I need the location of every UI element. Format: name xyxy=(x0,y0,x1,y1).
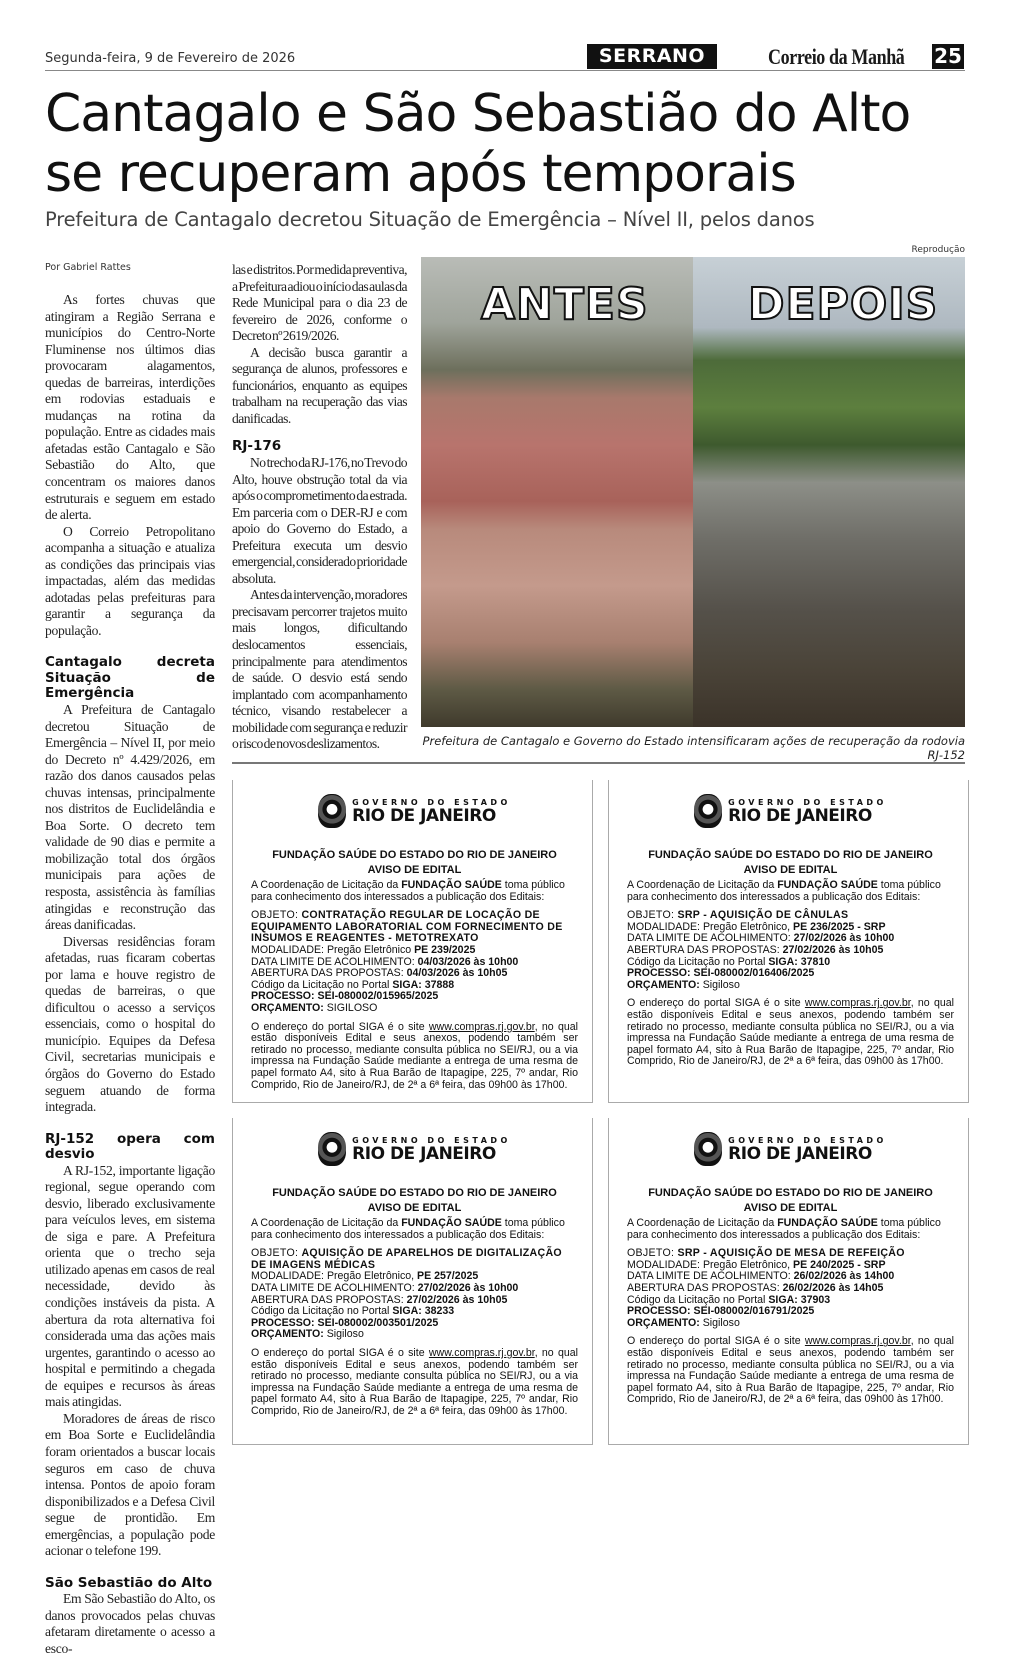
notice-text: GOVERNO DO ESTADO xyxy=(728,797,887,807)
section-divider xyxy=(232,762,965,764)
notice-text: 04/03/2026 às 10h00 xyxy=(417,955,519,968)
notice-text: MODALIDADE: xyxy=(627,920,703,933)
notice-text: Pregão Eletrônico, xyxy=(326,1270,418,1283)
notice-text: Código da Licitação no Portal xyxy=(251,1305,393,1318)
notice-text: GOVERNO DO ESTADO xyxy=(352,797,511,807)
notice-text: ABERTURA DAS PROPOSTAS: xyxy=(251,967,407,980)
notice-text: PE 236/2025 - SRP xyxy=(793,920,886,933)
notice-text: SIGA: xyxy=(768,1293,801,1306)
notice-intro xyxy=(627,1218,954,1241)
paragraph: Em São Sebastião do Alto, os danos provocados pelas chuvas afetaram diretamente o acesso a esco- xyxy=(45,1591,215,1656)
notice-text: GOVERNO DO ESTADO xyxy=(352,1135,511,1145)
notice-text: O endereço do portal SIGA é o site xyxy=(627,997,805,1010)
notice-text: , no qual estão disponíveis Edital e seus anexos, podendo também ser retirado no processo, mediante consulta pública no SEI/RJ, ou a via impressa na Fundação Saúde mediante a entrega de uma resma de papel formato A4, sito à Rua Barão de Itapagipe, 225, 7º andar, Rio Comprido, Rio de Janeiro/RJ, de 2ª a 6ª feira, das 09h00 às 17h00. xyxy=(627,997,954,1068)
notice-text: SRP - AQUISIÇÃO DE MESA DE REFEIÇÃO xyxy=(677,1247,905,1260)
photo-caption: Prefeitura de Cantagalo e Governo do Estado intensificaram ações de recuperação da rodovia RJ-152 xyxy=(422,734,965,762)
notice-text: PE 239/2025 xyxy=(414,943,476,956)
notice-address xyxy=(251,1022,578,1092)
public-notice xyxy=(608,1118,969,1445)
rj-government-logo xyxy=(627,794,954,828)
public-notice xyxy=(608,780,969,1103)
notice-fields xyxy=(627,910,954,991)
notice-text: SEI-080002/016406/2025 xyxy=(693,967,815,980)
paragraph: A Prefeitura de Cantagalo decretou Situação de Emergência – Nível II, por meio do Decreto nº 4.429/2026, em razão dos danos causados pelas chuvas intensas, principalmente nos distritos de Euclidelândia e Boa Sorte. O decreto tem validade de 90 dias e permite a mobilização total dos órgãos municipais para ações de resposta, assistência às famílias atingidas e reconstrução das áreas danificadas. xyxy=(45,701,215,933)
before-label: ANTES xyxy=(481,279,649,330)
headline-line-1: Cantagalo e São Sebastião do Alto xyxy=(45,84,911,144)
notice-kind: AVISO DE EDITAL xyxy=(743,864,838,876)
newspaper-logo: Correio da Manhã xyxy=(768,44,905,69)
notice-text: A Coordenação de Licitação da xyxy=(627,879,778,891)
notice-fields xyxy=(627,1248,954,1329)
paragraph: O Correio Petropolitano acompanha a situação e atualiza as condições das principais vias impactadas, além das medidas adotadas pelas prefeituras para garantir a segurança da população. xyxy=(45,523,215,638)
paragraph: A RJ-152, importante ligação regional, segue operando com desvio, liberado exclusivamente para veículos leves, em sistema de siga e pare. A Prefeitura orienta que o trecho seja utilizado apenas em casos de real necessidade, devido às condições instáveis da pista. A abertura da rota alternativa foi considerada uma das ações mais urgentes, garantindo o acesso ao hospital e permitindo a chegada de equipes e recursos às áreas mais atingidas. xyxy=(45,1162,215,1410)
notice-text: , no qual estão disponíveis Edital e seus anexos, podendo também ser retirado no processo, mediante consulta pública no SEI/RJ, ou a via impressa na Fundação Saúde mediante a entrega de uma resma de papel formato A4, sito à Rua Barão de Itapagipe, 225, 7º andar, Rio Comprido, Rio de Janeiro/RJ, de 2ª a 6ª feira, das 09h00 às 17h00. xyxy=(251,1346,578,1417)
notice-text: Sigiloso xyxy=(702,1316,740,1329)
notice-text: SEI-080002/003501/2025 xyxy=(317,1316,439,1329)
notice-text: Código da Licitação no Portal xyxy=(627,1293,769,1306)
article-column-1 xyxy=(45,292,215,1657)
notice-text: DATA LIMITE DE ACOLHIMENTO: xyxy=(627,1270,794,1283)
notice-text: SIGA: xyxy=(768,955,801,968)
subheadline: Prefeitura de Cantagalo decretou Situação de Emergência – Nível II, pelos danos xyxy=(45,208,815,231)
notice-text: 37810 xyxy=(800,955,831,968)
paragraph: las e distritos. Por medida preventiva, a Prefeitura adiou o início das aulas da Rede Municipal para o dia 23 de fevereiro de 2026, conforme o Decreto nº 2619/2026. xyxy=(232,262,407,344)
notice-text: MODALIDADE: xyxy=(627,1258,703,1271)
photo-before xyxy=(421,257,693,727)
notice-org: FUNDAÇÃO SAÚDE DO ESTADO DO RIO DE JANEIRO xyxy=(648,849,933,861)
notice-kind: AVISO DE EDITAL xyxy=(367,1202,462,1214)
paragraph: Antes da intervenção, moradores precisavam percorrer trajetos muito mais longos, dificultando deslocamentos essenciais, principalmente para atendimentos de saúde. O desvio está sendo implantado com acompanhamento técnico, visando restabelecer a mobilidade com segurança e reduzir o risco de novos deslizamentos. xyxy=(232,587,407,752)
rj-government-logo xyxy=(251,1132,578,1166)
portal-link[interactable]: www.compras.rj.gov.br xyxy=(428,1346,535,1359)
notice-fields xyxy=(251,1248,578,1341)
notice-text: MODALIDADE: xyxy=(251,1270,327,1283)
paragraph: No trecho da RJ-176, no Trevo do Alto, houve obstrução total da via após o comprometimento da estrada. Em parceria com o DER-RJ e com apoio do Governo do Estado, a Prefeitura executa um desvio emergencial, considerado prioridade absoluta. xyxy=(232,454,407,586)
notice-text: RIO DE JANEIRO xyxy=(352,1143,496,1164)
notice-text: 26/02/2026 às 14h00 xyxy=(793,1270,895,1283)
notice-text: RIO DE JANEIRO xyxy=(352,805,496,826)
issue-date: Segunda-feira, 9 de Fevereiro de 2026 xyxy=(45,51,296,66)
notice-text: toma público para conhecimento dos interessados a publicação dos Editais: xyxy=(627,879,941,903)
portal-link[interactable]: www.compras.rj.gov.br xyxy=(804,997,911,1010)
notice-text: PE 240/2025 - SRP xyxy=(793,1258,886,1271)
notice-text: DATA LIMITE DE ACOLHIMENTO: xyxy=(627,932,794,945)
notice-kind: AVISO DE EDITAL xyxy=(367,864,462,876)
notice-text: DATA LIMITE DE ACOLHIMENTO: xyxy=(251,1281,418,1294)
notice-address xyxy=(627,998,954,1068)
notice-text: ABERTURA DAS PROPOSTAS: xyxy=(627,943,783,956)
notice-text: DATA LIMITE DE ACOLHIMENTO: xyxy=(251,955,418,968)
notice-text: OBJETO: xyxy=(251,909,302,922)
before-after-photo xyxy=(421,257,965,727)
subheading: RJ-152 opera com desvio xyxy=(45,1130,215,1163)
notice-text: PROCESSO: xyxy=(251,990,318,1003)
notice-text: 04/03/2026 às 10h05 xyxy=(406,967,508,980)
notice-text: O endereço do portal SIGA é o site xyxy=(627,1335,805,1348)
notice-text: 27/02/2026 às 10h05 xyxy=(782,943,884,956)
rj-coat-of-arms-icon xyxy=(694,794,722,828)
notice-address xyxy=(627,1336,954,1406)
notice-text: GOVERNO DO ESTADO xyxy=(728,1135,887,1145)
notice-address xyxy=(251,1348,578,1418)
notice-text: OBJETO: xyxy=(627,909,678,922)
notice-text: SEI-080002/015965/2025 xyxy=(317,990,439,1003)
photo-after xyxy=(693,257,965,727)
portal-link[interactable]: www.compras.rj.gov.br xyxy=(804,1335,911,1348)
header-divider xyxy=(45,70,965,71)
notice-text: CONTRATAÇÃO REGULAR DE LOCAÇÃO DE EQUIPAMENTO LABORATORIAL COM FORNECIMENTO DE INSUMOS E REAGENTES - METOTREXATO xyxy=(251,909,563,945)
notice-text: Pregão Eletrônico, xyxy=(702,1258,794,1271)
notice-text: Sigiloso xyxy=(702,978,740,991)
public-notice xyxy=(232,780,593,1103)
notice-text: 26/02/2026 às 14h05 xyxy=(782,1281,884,1294)
notice-text: RIO DE JANEIRO xyxy=(728,1143,872,1164)
subheading: São Sebastião do Alto xyxy=(45,1574,213,1591)
paragraph: Moradores de áreas de risco em Boa Sorte e Euclidelândia foram orientados a buscar locais seguros em caso de chuva intensa. Pontos de apoio foram disponibilizados e a Defesa Civil segue de prontidão. Em emergências, a população pode acionar o telefone 199. xyxy=(45,1410,215,1559)
notice-text: Código da Licitação no Portal xyxy=(251,978,393,991)
notice-text: PROCESSO: xyxy=(251,1316,318,1329)
notice-text: FUNDAÇÃO SAÚDE xyxy=(401,1217,502,1229)
notice-text: SIGA: xyxy=(392,978,425,991)
rj-coat-of-arms-icon xyxy=(694,1132,722,1166)
notice-text: ORÇAMENTO: xyxy=(627,978,703,991)
rj-government-logo xyxy=(627,1132,954,1166)
notice-text: OBJETO: xyxy=(251,1247,302,1260)
notice-text: FUNDAÇÃO SAÚDE xyxy=(777,879,878,891)
photo-credit: Reprodução xyxy=(911,245,965,255)
notice-text: ORÇAMENTO: xyxy=(251,1328,327,1341)
notice-text: 27/02/2026 às 10h00 xyxy=(417,1281,519,1294)
notice-text: 37903 xyxy=(800,1293,831,1306)
notice-text: FUNDAÇÃO SAÚDE xyxy=(777,1217,878,1229)
notice-text: Pregão Eletrônico, xyxy=(702,920,794,933)
article-column-2 xyxy=(232,262,407,753)
rj-government-logo xyxy=(251,794,578,828)
notice-text: A Coordenação de Licitação da xyxy=(251,1217,402,1229)
notice-text: PE 257/2025 xyxy=(417,1270,479,1283)
notice-text: A Coordenação de Licitação da xyxy=(251,879,402,891)
notice-text: toma público para conhecimento dos interessados a publicação dos Editais: xyxy=(627,1217,941,1241)
subheading: Cantagalo decreta Situação de Emergência xyxy=(45,654,215,702)
notice-text: PROCESSO: xyxy=(627,967,694,980)
notice-text: O endereço do portal SIGA é o site xyxy=(251,1346,429,1359)
notice-text: ABERTURA DAS PROPOSTAS: xyxy=(251,1293,407,1306)
rj-coat-of-arms-icon xyxy=(318,794,346,828)
headline xyxy=(45,84,975,204)
paragraph: Diversas residências foram afetadas, ruas ficaram cobertas por lama e houve registro de quedas de barreiras, o que dificultou o acesso a serviços essenciais, como o hospital do município. Equipes da Defesa Civil, secretarias municipais e órgãos do Governo do Estado seguem atuando de forma integrada. xyxy=(45,933,215,1115)
after-label: DEPOIS xyxy=(748,279,939,330)
notice-fields xyxy=(251,910,578,1014)
notice-text: 37888 xyxy=(424,978,455,991)
paragraph: As fortes chuvas que atingiram a Região Serrana e municípios do Centro-Norte Fluminense nos últimos dias provocaram alagamentos, quedas de barreiras, interdições em rodovias estaduais e mudanças na rotina da população. Entre as cidades mais afetadas estão Cantagalo e São Sebastião do Alto, que concentram os maiores danos estruturais e seguem em estado de alerta. xyxy=(45,292,215,523)
notice-text: Sigiloso xyxy=(326,1328,364,1341)
notice-text: ABERTURA DAS PROPOSTAS: xyxy=(627,1281,783,1294)
public-notice xyxy=(232,1118,593,1445)
notice-org: FUNDAÇÃO SAÚDE DO ESTADO DO RIO DE JANEIRO xyxy=(272,849,557,861)
notice-text: SIGA: xyxy=(392,1305,425,1318)
notice-text: Pregão Eletrônico xyxy=(326,943,415,956)
notice-text: 27/02/2026 às 10h05 xyxy=(406,1293,508,1306)
notice-text: SRP - AQUISIÇÃO DE CÂNULAS xyxy=(677,909,849,922)
notice-text: toma público para conhecimento dos interessados a publicação dos Editais: xyxy=(251,879,565,903)
byline: Por Gabriel Rattes xyxy=(45,262,131,273)
notice-intro xyxy=(627,880,954,903)
notice-text: , no qual estão disponíveis Edital e seus anexos, podendo também ser retirado no processo, mediante consulta pública no SEI/RJ, ou a via impressa na Fundação Saúde mediante a entrega de uma resma de papel formato A4, sito à Rua Barão de Itapagipe, 225, 7º andar, Rio Comprido, Rio de Janeiro/RJ, de 2ª a 6ª feira, das 09h00 às 17h00. xyxy=(627,1335,954,1406)
notice-org: FUNDAÇÃO SAÚDE DO ESTADO DO RIO DE JANEIRO xyxy=(272,1187,557,1199)
notice-intro xyxy=(251,880,578,903)
headline-line-2: se recuperam após temporais xyxy=(45,144,796,204)
subheading: RJ-176 xyxy=(232,438,282,455)
notice-kind: AVISO DE EDITAL xyxy=(743,1202,838,1214)
page-number: 25 xyxy=(932,44,964,69)
notice-intro xyxy=(251,1218,578,1241)
paragraph: A decisão busca garantir a segurança de alunos, professores e funcionários, enquanto as equipes trabalham na recuperação das vias danificadas. xyxy=(232,344,407,426)
notice-text: FUNDAÇÃO SAÚDE xyxy=(401,879,502,891)
notice-text: PROCESSO: xyxy=(627,1305,694,1318)
portal-link[interactable]: www.compras.rj.gov.br xyxy=(428,1020,535,1033)
notice-text: MODALIDADE: xyxy=(251,943,327,956)
notice-text: , no qual estão disponíveis Edital e seus anexos, podendo também ser retirado no processo, mediante consulta pública no SEI/RJ, ou a via impressa na Fundação Saúde mediante a entrega de uma resma de papel formato A4, sito à Rua Barão de Itapagipe, 225, 7º andar, Rio Comprido, Rio de Janeiro/RJ, de 2ª a 6ª feira, das 09h00 às 17h00. xyxy=(251,1020,578,1091)
rj-coat-of-arms-icon xyxy=(318,1132,346,1166)
notice-org: FUNDAÇÃO SAÚDE DO ESTADO DO RIO DE JANEIRO xyxy=(648,1187,933,1199)
notice-text: SEI-080002/016791/2025 xyxy=(693,1305,815,1318)
notice-text: 38233 xyxy=(424,1305,455,1318)
notice-text: SIGILOSO xyxy=(326,1001,378,1014)
notice-text: toma público para conhecimento dos interessados a publicação dos Editais: xyxy=(251,1217,565,1241)
notice-text: Código da Licitação no Portal xyxy=(627,955,769,968)
notice-text: AQUISIÇÃO DE APARELHOS DE DIGITALIZAÇÃO DE IMAGENS MÉDICAS xyxy=(251,1247,562,1271)
notice-text: 27/02/2026 às 10h00 xyxy=(793,932,895,945)
notice-text: ORÇAMENTO: xyxy=(627,1316,703,1329)
notice-text: OBJETO: xyxy=(627,1247,678,1260)
notice-text: ORÇAMENTO: xyxy=(251,1001,327,1014)
section-label: SERRANO xyxy=(587,44,717,69)
notice-text: RIO DE JANEIRO xyxy=(728,805,872,826)
notice-text: A Coordenação de Licitação da xyxy=(627,1217,778,1229)
notice-text: O endereço do portal SIGA é o site xyxy=(251,1020,429,1033)
